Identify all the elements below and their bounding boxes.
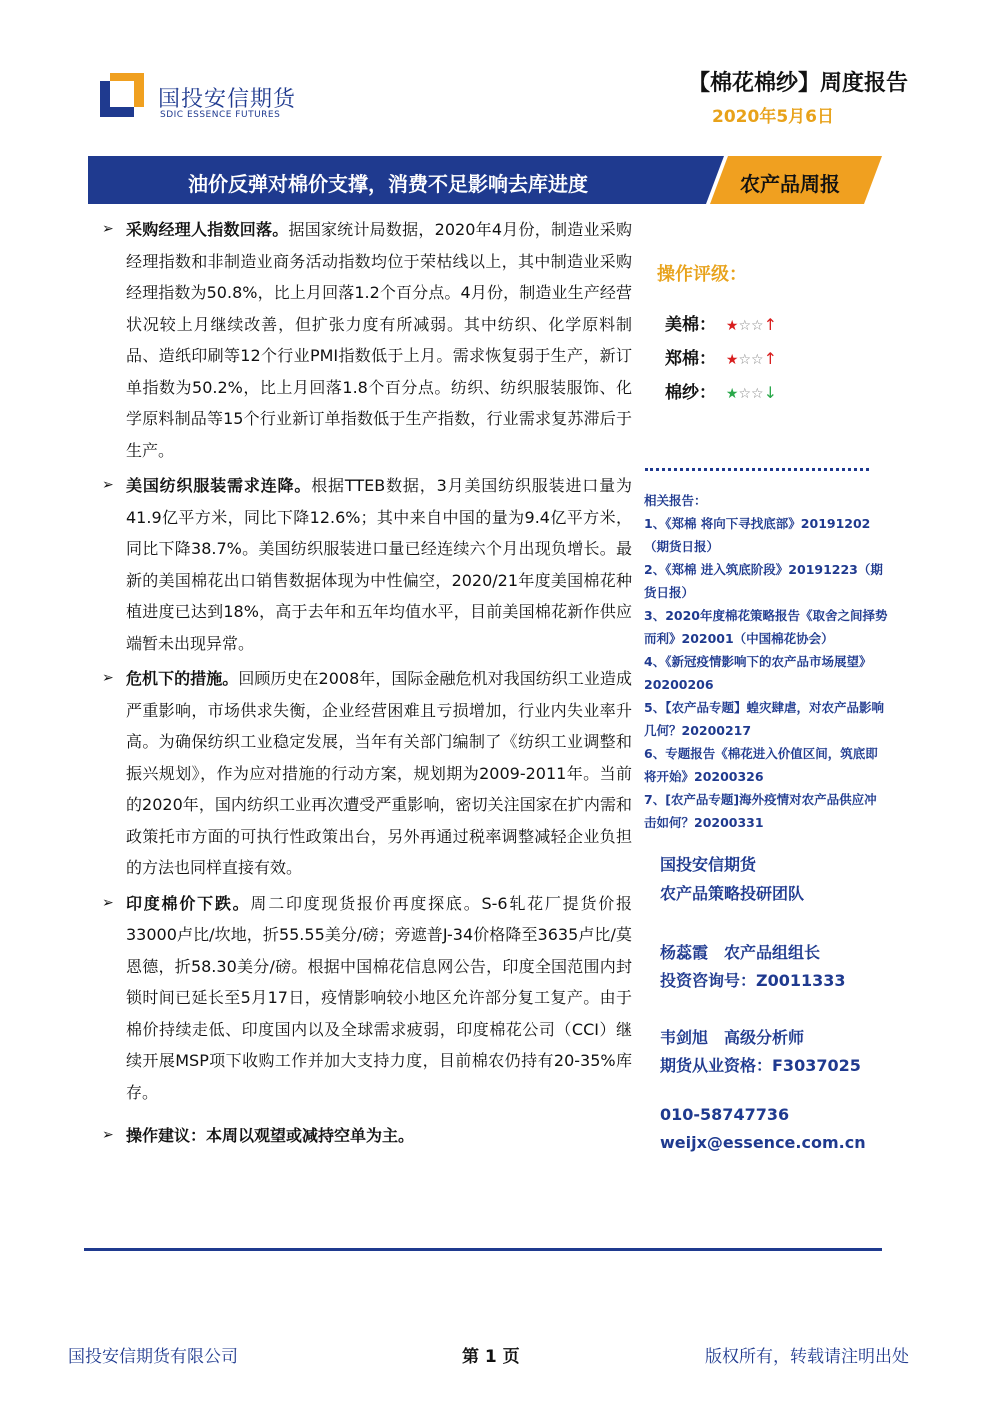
rating-label: 郑棉： [665, 349, 716, 369]
footer-divider [84, 1248, 882, 1251]
rating-title: 操作评级： [657, 264, 747, 285]
bullet-arrow-icon: ➢ [102, 894, 114, 911]
paragraph-pmi [100, 214, 632, 466]
related-report-link[interactable]: 3、2020年度棉花策略报告《取舍之间择势而利》202001（中国棉花协会） [644, 608, 888, 646]
operation-advice [100, 1120, 632, 1152]
footer-company: 国投安信期货有限公司 [68, 1347, 238, 1367]
related-report-link[interactable]: 2、《郑棉 进入筑底阶段》20191223（期货日报） [644, 562, 883, 600]
related-report-link[interactable]: 1、《郑棉 将向下寻找底部》20191202（期货日报） [644, 516, 871, 554]
star-rating-icon: ★☆☆↓ [725, 383, 777, 402]
report-type-title: 【棉花棉纱】周度报告 [687, 71, 908, 96]
rating-cotton-yarn [665, 378, 777, 403]
bullet-arrow-icon: ➢ [102, 1127, 114, 1143]
star-rating-icon: ★☆☆↑ [725, 315, 777, 334]
analyst-2-name: 韦剑旭 高级分析师 [660, 1028, 805, 1047]
logo-icon [100, 73, 144, 119]
advice-text: 操作建议：本周以观望或减持空单为主。 [126, 1126, 415, 1145]
related-reports [644, 489, 889, 834]
rating-label: 美棉： [665, 315, 716, 335]
contact-phone[interactable]: 010-58747736 [660, 1105, 790, 1124]
related-report-link[interactable]: 4、《新冠疫情影响下的农产品市场展望》20200206 [644, 654, 872, 692]
main-content [100, 214, 632, 1156]
logo-chinese-name: 国投安信期货 [158, 87, 297, 112]
paragraph-text: 周二印度现货报价再度探底。S-6轧花厂提货价报33000卢比/坎地，折55.55美分/磅；旁遮普J-34价格降至3635卢比/莫恩德，折58.30美分/磅。根据中国棉花信息网公告，印度全国范围内封锁时间已延长至5月17日，疫情影响较小地区允许部分复工复产。由于棉价持续走低、印度国内以及全球需求疲弱，印度棉花公司（CCI）继续开展MSP项下收购工作并加大支持力度，目前棉农仍持有20-35%库存。 [126, 893, 632, 1102]
contact-email[interactable]: weijx@essence.com.cn [660, 1133, 866, 1152]
paragraph-text: 回顾历史在2008年，国际金融危机对我国纺织工业造成严重影响，市场供求失衡，企业经营困难且亏损增加，行业内失业率升高。为确保纺织工业稳定发展，当年有关部门编制了《纺织工业调整和振兴规划》，作为应对措施的行动方案，规划期为2009-2011年。当前的2020年，国内纺织工业再次遭受严重影响，密切关注国家在扩内需和政策托市方面的可执行性政策出台，另外再通过税率调整减轻企业负担的方法也同样直接有效。 [126, 669, 632, 877]
logo-english-name: SDIC ESSENCE FUTURES [160, 110, 281, 120]
team-company: 国投安信期货 [660, 855, 757, 874]
paragraph-lead: 危机下的措施。 [126, 669, 239, 688]
arrow-down-icon: ↓ [763, 383, 777, 402]
paragraph-lead: 美国纺织服装需求连降。 [126, 476, 312, 495]
analyst-1-name: 杨蕊霞 农产品组组长 [660, 943, 821, 962]
related-report-link[interactable]: 5、【农产品专题】蝗灾肆虐，对农产品影响几何？20200217 [644, 700, 884, 738]
paragraph-lead: 印度棉价下跌。 [126, 893, 251, 913]
paragraph-lead: 采购经理人指数回落。 [126, 220, 289, 239]
arrow-up-icon: ↑ [763, 349, 777, 368]
paragraph-text: 根据TTEB数据，3月美国纺织服装进口量为41.9亿平方米，同比下降12.6%；其中来自中国的量为9.4亿平方米，同比下降38.7%。美国纺织服装进口量已经连续六个月出现负增长。最新的美国棉花出口销售数据体现为中性偏空，2020/21年度美国棉花种植进度已达到18%，高于去年和五年均值水平，目前美国棉花新作供应端暂未出现异常。 [126, 476, 632, 653]
paragraph-india-cotton [100, 888, 632, 1109]
report-date: 2020年5月6日 [712, 107, 834, 127]
footer-copyright: 版权所有，转载请注明出处 [705, 1347, 909, 1367]
rating-us-cotton [665, 310, 777, 335]
team-name: 农产品策略投研团队 [660, 884, 805, 903]
related-report-link[interactable]: 7、[农产品专题]海外疫情对农产品供应冲击如何？20200331 [644, 792, 877, 830]
paragraph-us-apparel [100, 470, 632, 659]
related-report-link[interactable]: 6、专题报告《棉花进入价值区间，筑底即将开始》20200326 [644, 746, 878, 784]
rating-label: 棉纱： [665, 383, 716, 403]
bullet-arrow-icon: ➢ [102, 670, 114, 686]
report-category-tag: 农产品周报 [740, 172, 840, 196]
rating-zhengzhou-cotton [665, 344, 777, 369]
paragraph-crisis-measures [100, 663, 632, 884]
bullet-arrow-icon: ➢ [102, 221, 114, 237]
related-title: 相关报告： [644, 493, 707, 508]
analyst-2-license: 期货从业资格：F3037025 [660, 1056, 861, 1075]
analyst-1-license: 投资咨询号：Z0011333 [660, 971, 846, 990]
arrow-up-icon: ↑ [763, 315, 777, 334]
star-rating-icon: ★☆☆↑ [725, 349, 777, 368]
dotted-divider [645, 468, 869, 471]
paragraph-text: 据国家统计局数据，2020年4月份，制造业采购经理指数和非制造业商务活动指数均位于荣枯线以上，其中制造业采购经理指数为50.8%，比上月回落1.2个百分点。4月份，制造业生产经营状况较上月继续改善，但扩张力度有所减弱。其中纺织、化学原料制品、造纸印刷等12个行业PMI指数低于上月。需求恢复弱于生产，新订单指数为50.2%，比上月回落1.8个百分点。纺织、纺织服装服饰、化学原料制品等15个行业新订单指数低于生产指数，行业需求复苏滞后于生产。 [126, 220, 632, 460]
page-number: 第 1 页 [462, 1347, 520, 1367]
headline: 油价反弹对棉价支撑，消费不足影响去库进度 [188, 172, 588, 196]
bullet-arrow-icon: ➢ [102, 477, 114, 493]
